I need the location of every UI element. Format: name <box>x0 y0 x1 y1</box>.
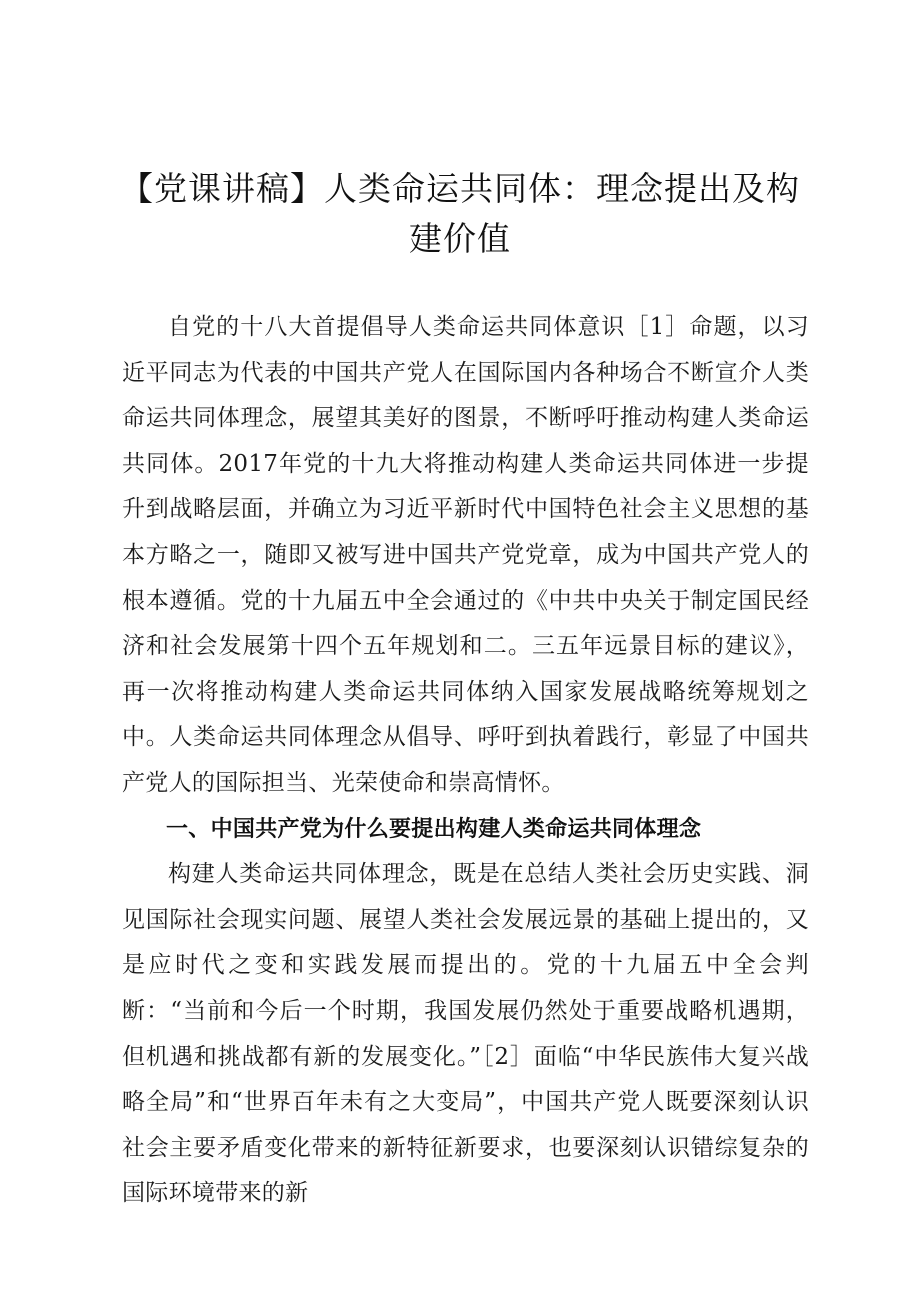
section-1-paragraph: 构建人类命运共同体理念，既是在总结人类社会历史实践、洞见国际社会现实问题、展望人类社会发展远景的基础上提出的，又是应时代之变和实践发展而提出的。党的十九届五中全会判断：“当前和今后一个时期，我国发展仍然处于重要战略机遇期，但机遇和挑战都有新的发展变化。”［2］面临“中华民族伟大复兴战略全局”和“世界百年未有之大变局”，中国共产党人既要深刻认识社会主要矛盾变化带来的新特征新要求，也要深刻认识错综复杂的国际环境带来的新 <box>122 861 809 1207</box>
document-body <box>122 305 809 1217</box>
title-line-1: 【党课讲稿】人类命运共同体：理念提出及构 <box>120 169 800 208</box>
section-heading-1: 一、中国共产党为什么要提出构建人类命运共同体理念 <box>166 816 702 842</box>
document-title <box>110 164 810 264</box>
title-line-2: 建价值 <box>409 219 511 258</box>
intro-paragraph: 自党的十八大首提倡导人类命运共同体意识［1］命题，以习近平同志为代表的中国共产党人在国际国内各种场合不断宣介人类命运共同体理念，展望其美好的图景，不断呼吁推动构建人类命运共同体。2017年党的十九大将推动构建人类命运共同体进一步提升到战略层面，并确立为习近平新时代中国特色社会主义思想的基本方略之一，随即又被写进中国共产党党章，成为中国共产党人的根本遵循。党的十九届五中全会通过的《中共中央关于制定国民经济和社会发展第十四个五年规划和二。三五年远景目标的建议》，再一次将推动构建人类命运共同体纳入国家发展战略统筹规划之中。人类命运共同体理念从倡导、呼吁到执着践行，彰显了中国共产党人的国际担当、光荣使命和崇高情怀。 <box>122 314 809 796</box>
